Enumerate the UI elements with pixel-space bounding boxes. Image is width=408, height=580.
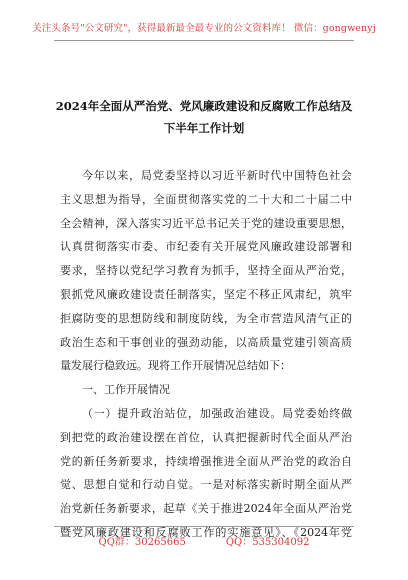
body-line: 拒腐防变的思想防线和制度防线，为全市营造风清气正的 [60,311,352,325]
body-line: 狠抓党风廉政建设责任制落实，坚定不移正风肃纪，筑牢 [60,287,352,301]
footer-qq-group: QQ群：30265665 [98,537,186,548]
body-line: 暨党风廉政建设和反腐败工作的实施意见》、《2024年党 [60,525,352,539]
body-line: 政治生态和干事创业的强劲动能，以高质量党建引领高质 [60,335,352,349]
header-banner: 关注头条号"公文研究"，获得最新最全最专业的公文资料库！ 微信：gongwenyj [32,23,376,34]
body-line: 主义思想为指导，全面贯彻落实党的二十大和二十届二中 [60,192,352,206]
footer-divider [54,526,354,527]
footer-contact [0,533,408,548]
body-line: 治党新任务新要求，起草《关于推进2024年全面从严治党 [60,502,352,516]
body-line: 党的新任务新要求，持续增强推进全面从严治党的政治自 [60,454,352,468]
body-line: 全会精神，深入落实习近平总书记关于党的建设重要思想， [60,216,352,230]
body-line: 要求，坚持以党纪学习教育为抓手，坚持全面从严治党， [60,264,352,278]
body-line: 到把党的政治建设摆在首位，认真把握新时代全面从严治 [60,430,352,444]
body-line: （一）提升政治站位，加强政治建设。局党委始终做 [82,406,352,420]
footer-qq: QQ：535304092 [225,537,310,548]
body-line: 今年以来，局党委坚持以习近平新时代中国特色社会 [82,169,352,182]
body-line: 量发展行稳致远。现将工作开展情况总结如下： [60,359,291,373]
section-heading: 一、工作开展情况 [82,383,170,397]
body-line: 觉、思想自觉和行动自觉。一是对标落实新时期全面从严 [60,478,352,492]
document-title-line-1: 2024年全面从严治党、党风廉政建设和反腐败工作总结及 [55,99,353,113]
document-title-line-2: 下半年工作计划 [163,121,245,135]
body-line: 认真贯彻落实市委、市纪委有关开展党风廉政建设部署和 [60,240,352,254]
header-divider [54,40,354,41]
document-body [60,164,352,545]
